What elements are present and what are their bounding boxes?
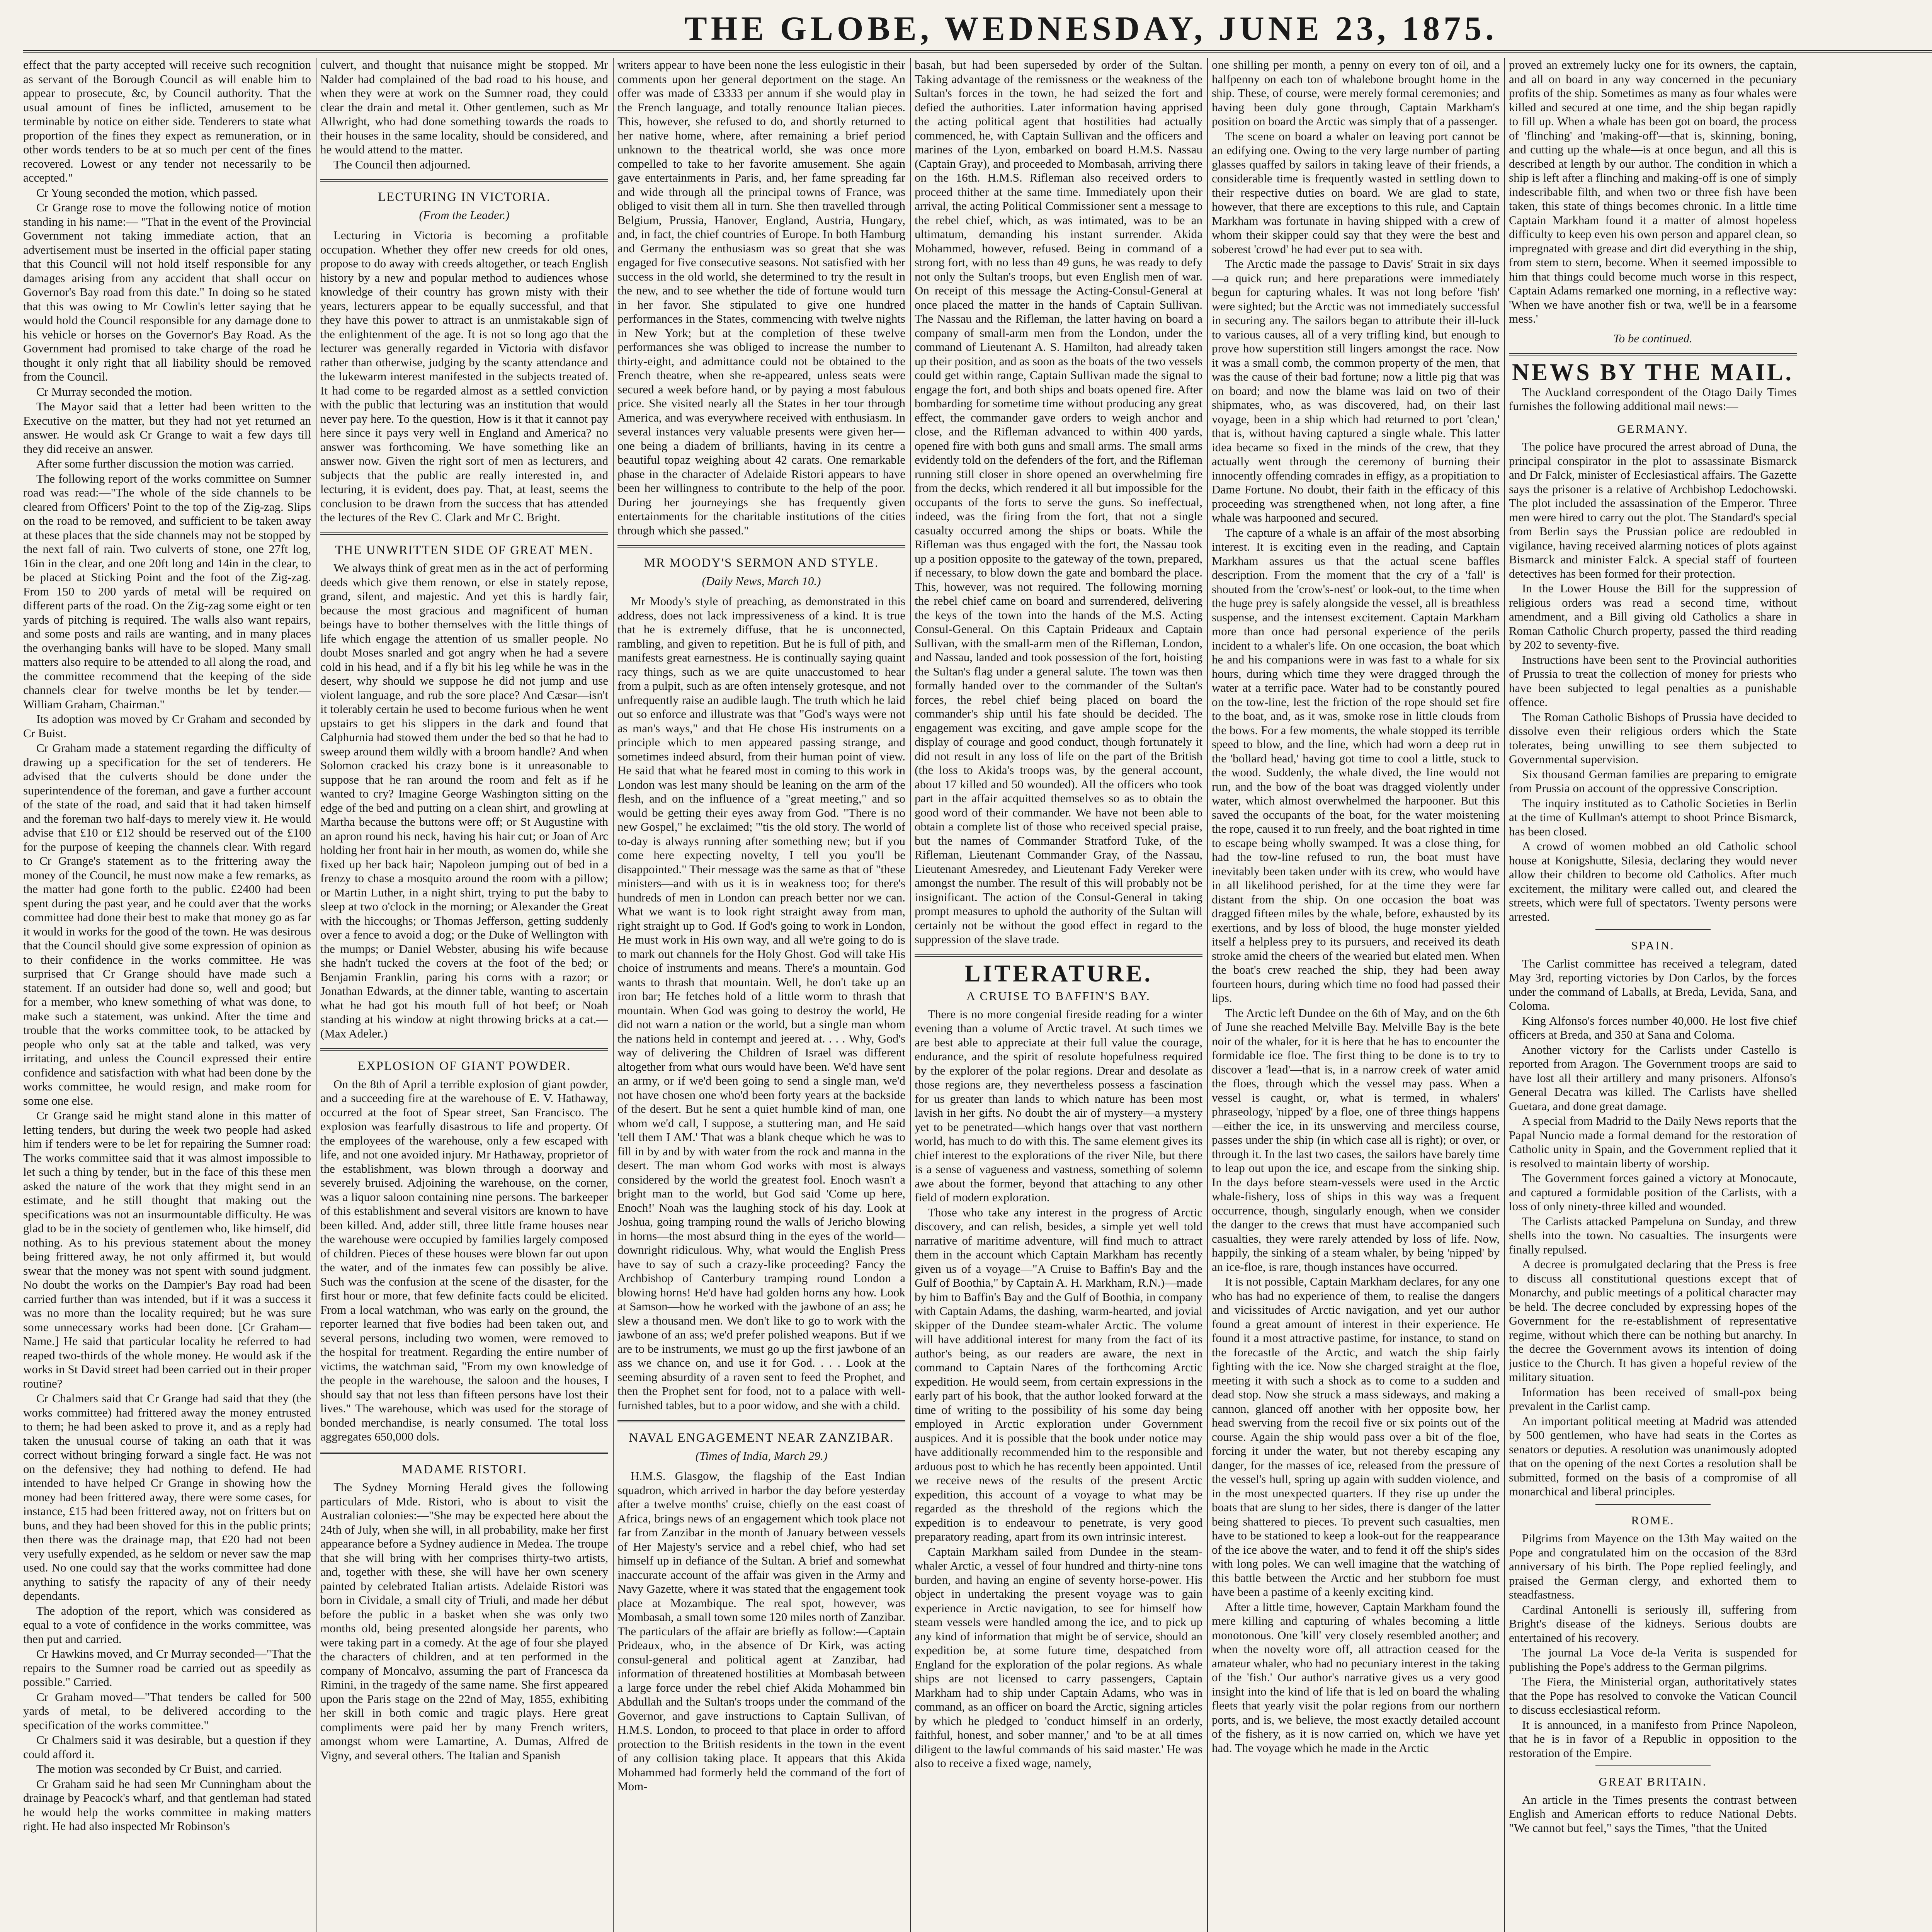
paragraph: Pilgrims from Mayence on the 13th May waited on the Pope and congratulated him on the occasion of the 83rd anniversary of his birth. The Pope replied feelingly, and praised the German clergy, and exhorted them to steadfastness. — [1509, 1531, 1797, 1601]
section-divider — [320, 532, 608, 535]
paragraph: The journal La Voce de-la Verita is suspended for publishing the Pope's address to the German pilgrims. — [1509, 1646, 1797, 1673]
paragraph: The Auckland correspondent of the Otago Daily Times furnishes the following additional mail news:— — [1509, 385, 1797, 413]
paragraph: In the Lower House the Bill for the suppression of religious orders was read a second time, without amendment, and a Bill giving old Catholics a share in Roman Catholic Church property, passed the third reading by 202 to seventy-five. — [1509, 582, 1797, 651]
masthead — [23, 8, 1932, 53]
paragraph: Cr Graham said he had seen Mr Cunningham about the drainage by Peacock's wharf, and that gentleman had stated he would help the works committee in making matters right. He had also inspected Mr Robinson's — [23, 1777, 311, 1833]
paragraph: The scene on board a whaler on leaving port cannot be an edifying one. Owing to the very large number of parting glasses quaffed by sailors in taking leave of their friends, a considerable time is frequently wasted in settling down to their respective duties on board. We are glad to state, however, that there are exceptions to this rule, and Captain Markham was fortunate in having shipped with a crew of whom their skipper could say that they were the best and soberest 'crowd' he had ever put to sea with. — [1212, 129, 1500, 256]
paragraph: The Roman Catholic Bishops of Prussia have decided to dissolve even their religious orders which the State tolerates, being unwilling to see them subjected to Governmental supervision. — [1509, 710, 1797, 766]
column-rule — [1504, 58, 1505, 1932]
paragraph: King Alfonso's forces number 40,000. He lost five chief officers at Breda, and 350 at Sana and Coloma. — [1509, 1014, 1797, 1041]
paragraph: writers appear to have been none the less eulogistic in their comments upon her general deportment on the stage. An offer was made of £3333 per annum if she would play in the French language, and totally renounce Italian pieces. This, however, she refused to do, and shortly returned to her native home, where, after remaining a brief period unknown to the theatrical world, she was once more compelled to take to her favorite amusement. She again gave entertainments in Paris, and, her fame spreading far and wide through all the principal towns of France, was obliged to visit them all in turn. She then travelled through Belgium, Prussia, Hanover, England, Austria, Hungary, and, in fact, the chief countries of Europe. In both Hamburg and Germany the enthusiasm was so great that she was engaged for five consecutive seasons. Not satisfied with her success in the old world, she determined to try the result in the new, and to see whether the tide of fortune would turn in her favor. She stipulated to give one hundred performances in the States, commencing with twelve nights in New York; but at the completion of these twelve performances she was obliged to increase the number to thirty-eight, and admittance could not be obtained to the French theatre, when she re-appeared, unless seats were secured a week before hand, or by paying a most fabulous price. She visited nearly all the States in her tour through America, and was everywhere received with enthusiasm. In several instances very valuable presents were given her—one being a diadem of brilliants, having in its centre a beautiful topaz weighing about 42 carats. One remarkable phase in the character of Adelaide Ristori appears to have been her willingness to contribute to the help of the poor. During her journeyings she has frequently given entertainments for the charitable institutions of the cities through which she passed." — [617, 58, 905, 537]
paragraph: An article in the Times presents the contrast between English and American efforts to reduce National Debts. "We cannot but feel," says the Times, "that the United — [1509, 1793, 1797, 1835]
article-title: A CRUISE TO BAFFIN'S BAY. — [966, 989, 1151, 1003]
paragraph: A crowd of women mobbed an old Catholic school house at Konigshutte, Silesia, declaring they would never allow their children to become old Catholics. After much excitement, the military were called out, and cleared the streets, which were full of spectators. Twenty persons were arrested. — [1509, 839, 1797, 923]
paragraph: Cr Hawkins moved, and Cr Murray seconded—"That the repairs to the Sumner road be carried out as speedily as possible." Carried. — [23, 1647, 311, 1689]
paragraph: Cr Grange rose to move the following notice of motion standing in his name:— "That in the event of the Provincial Government not taking immediate action, that an advertisement must be inserted in the official paper stating that this Council will not hold itself responsible for any damages arising from any accident that shall occur on Governor's Bay road from this date." In doing so he stated that this was owing to Mr Cowlin's letter saying that he would hold the Council responsible for any damage done to his vehicle or horses on the Governor's Bay Road. As the Government had promised to take charge of the road he thought it only right that all liability should be removed from the Council. — [23, 201, 311, 383]
column-5 — [1212, 58, 1500, 1932]
paragraph: A special from Madrid to the Daily News reports that the Papal Nuncio made a formal demand for the restoration of Catholic unity in Spain, and the Government replied that it is resolved to maintain liberty of worship. — [1509, 1114, 1797, 1170]
section-divider — [617, 1420, 905, 1422]
article-source: (Daily News, March 10.) — [702, 574, 821, 588]
paragraph: Cr Chalmers said it was desirable, but a question if they could afford it. — [23, 1733, 311, 1761]
section-divider — [915, 954, 1202, 957]
paragraph: Instructions have been sent to the Provincial authorities of Prussia to treat the collection of money for priests who have been subjected to legal penalties as a punishable offence. — [1509, 653, 1797, 709]
paragraph: The police have procured the arrest abroad of Duna, the principal conspirator in the plot to assassinate Bismarck and Dr Falck, minister of Ecclesiastical affairs. The Gazette says the prisoner is a relative of Archbishop Ledochowski. The plot included the assassination of the Emperor. Three men were hired to carry out the plot. The Standard's special from Berlin says the Prussian police are redoubled in vigilance, having received alarming notices of plots against Bismarck and minister Falck. A special staff of fourteen detectives has been formed for their protection. — [1509, 440, 1797, 580]
column-rule — [1207, 58, 1208, 1932]
column-rule — [613, 58, 614, 1932]
paragraph: It is not possible, Captain Markham declares, for any one who has had no experience of them, to realise the dangers and vicissitudes of Arctic navigation, and yet our author found a great amount of interest in their experience. He found it a most attractive pastime, for instance, to stand on the forecastle of the Arctic, and watch the ship fairly fighting with the ice. Now she charged straight at the floe, meeting it with such a shock as to come to a sudden and dead stop. Now she struck a mass sideways, and making a cannon, glanced off another with her opposite bow, her head swerving from the recoil five or six points out of the course. Again the ship would pass over a bit of the floe, forcing it under the water, but not thereby escaping any danger, for the masses of ice, released from the pressure of the vessel's hull, spring up again with sudden violence, and in the most unexpected quarters. If they rise up under the boats that are slung to her sides, there is danger of the latter being shattered to pieces. To prevent such casualties, men have to be stationed to keep a look-out for the reappearance of the ice above the water, and to fend it off the ship's sides with long poles. We can well imagine that the watching of this battle between the Arctic and her stubborn foe must have been a pastime of a keenly exciting kind. — [1212, 1275, 1500, 1599]
section-divider — [1509, 353, 1797, 355]
column-1 — [23, 58, 311, 1932]
paragraph: Cr Chalmers said that Cr Grange had said that they (the works committee) had frittered away the money entrusted to them; he had been asked to prove it, and as a reply had taken the unusual course of taking an oath that it was correct without bringing forward a single fact. He was not on the defensive; they had nothing to defend. He had intended to have helped Cr Grange in showing how the money had been frittered away, there were some cases, for instance, £15 had been frittered away, not on fritters but on buns, and they had been shoved for this in the public prints; then there was the drainage map, that £20 had not been very usefully expended, as he seldom or never saw the map used. No one could say that the works committee had done anything to satisfy the rapacity of any of their needy dependants. — [23, 1391, 311, 1602]
paragraph: Cr Graham moved—"That tenders be called for 500 yards of metal, to be delivered according to the specification of the works committee." — [23, 1690, 311, 1732]
article-title: MADAME RISTORI. — [401, 1462, 527, 1476]
paragraph: The following report of the works committee on Sumner road was read:—"The whole of the side channels to be cleared from Officers' Point to the top of the Zig-zag. Slips on the road to be removed, and sufficient to be taken away at these places that the side channels may not be stopped by the next fall of rain. Two culverts of stone, one 27ft log, 16in in the clear, and one 20ft long and 14in in the clear, to be placed at Sticking Point and the foot of the Zig-zag. From 150 to 200 yards of metal will be required on different parts of the road. On the Zig-zag some eight or ten yards of pitching is required. The walls also want repairs, and some posts and rails are wanting, and in many places the overhanging banks will have to be sloped. Many small matters also require to be attended to all along the road, and the committee recommend that the keeping of the side channels clear for twelve months be let by tender.—William Graham, Chairman." — [23, 471, 311, 711]
paragraph: The capture of a whale is an affair of the most absorbing interest. It is exciting even in the reading, and Captain Markham assures us that the actual scene baffles description. From the moment that the cry of a 'fall' is shouted from the 'crow's-nest' or look-out, to the time when the huge prey is safely alongside the vessel, all is breathless suspense, and the intensest excitement. Captain Markham more than once had personal experience of the perils incident to a whaler's life. On one occasion, the boat which he and his companions were in was fast to a whale for six hours, during which time they were dragged through the water at a terrific pace. Water had to be constantly poured on the tow-line, lest the friction of the rope should set fire to the boat, and, as it was, smoke rose in little clouds from the bows. For a few moments, the whale stopped its terrible speed to blow, and the line, which had worn a deep rut in the 'bollard head,' having got time to cool a little, stuck to the wood. Suddenly, the whale dived, the line would not run, and the bow of the boat was dragged violently under water, which almost overwhelmed the harpooner. But this saved the occupants of the boat, for the water moistening the rope, caused it to run freely, and the boat righted in time to escape being wholly swamped. It was a close thing, for had the tow-line refused to run, the boat must have inevitably been taken under with its crew, who would have in all likelihood perished, for at the time they were far distant from the ship. On one occasion the boat was dragged fifteen miles by the whale, before, exhausted by its exertions, and by loss of blood, the huge monster yielded itself a helpless prey to its pursuers, and received its death stroke amid the cheers of the wearied but elated men. When the boat's crew reached the ship, they had been away fourteen hours, during which time no food had passed their lips. — [1212, 526, 1500, 1005]
paragraph: The Council then adjourned. — [333, 157, 471, 171]
paragraph: There is no more congenial fireside reading for a winter evening than a volume of Arctic travel. At such times we are best able to appreciate at their full value the courage, endurance, and the spirit of resolute hopefulness required by the explorer of the polar regions. Drear and desolate as those regions are, they nevertheless possess a fascination for us greater than lands to which nature has been most lavish in her gifts. No doubt the air of mystery—a mystery yet to be penetrated—which hangs over that vast northern world, has much to do with this. The same element gives its chief interest to the explorations of the river Nile, but there is a sense of vagueness and vastness, something of solemn awe about the former, beyond that attaching to any other field of modern exploration. — [915, 1007, 1202, 1204]
col1-body — [23, 58, 311, 1833]
paragraph: basah, but had been superseded by order of the Sultan. Taking advantage of the remissness or the weakness of the Sultan's forces in the town, he had seized the fort and defied the authorities. Later information having apprised the acting political agent that hostilities had actually commenced, he, with Captain Sullivan and the officers and marines of the Lyon, embarked on board H.M.S. Nassau (Captain Gray), and proceeded to Mombasah, arriving there on the 16th. H.M.S. Rifleman also received orders to proceed thither at the same time. Immediately upon their arrival, the acting Political Commissioner sent a message to the rebel chief, which, as was intimated, was to be an ultimatum, demanding his instant surrender. Akida Mohammed, however, refused. Being in command of a strong fort, with no less than 49 guns, he was ready to defy not only the Sultan's troops, but even English men of war. On receipt of this message the Acting-Consul-General at once placed the matter in the hands of Captain Sullivan. The Nassau and the Rifleman, the latter having on board a company of small-arm men from the London, under the command of Lieutenant A. S. Hamilton, had already taken up their position, and as soon as the boats of the two vessels could get within range, Captain Sullivan made the signal to engage the fort, and both ships and boats opened fire. After bombarding for sometime time without producing any great effect, the commander gave orders to weigh anchor and close, and the Rifleman advanced to within 400 yards, opened fire with both guns and small arms. The small arms evidently told on the defenders of the fort, and the Rifleman running still closer in shore opened an overwhelming fire from the decks, which rendered it all but impossible for the occupants of the forts to serve the guns. So ineffectual, indeed, was the firing from the fort, that not a single casualty occurred among the ships or boats. While the Rifleman was thus engaged with the fort, the Nassau took up a position opposite to the gateway of the town, prepared, if necessary, to blow down the gate and bombard the place. This, however, was not required. The following morning the rebel chief came on board and surrendered, delivering the keys of the town into the hands of the M.S. Acting Consul-General. On this Captain Prideaux and Captain Sullivan, with the small-arm men of the Rifleman, London, and Nassau, landed and took possession of the fort, hoisting the Sultan's flag under a general salute. The town was then formally handed over to the commander of the Sultan's forces, the rebel chief being placed on board the commander's ship until his fate should be decided. The engagement was exciting, and gave ample scope for the display of courage and good conduct, though fortunately it did not result in any loss of life on the part of the British (the loss to Akida's troops was, by the general account, about 17 killed and 50 wounded). All the officers who took part in the affair acquitted themselves so as to obtain the good word of their commander. We have not been able to obtain a complete list of those who received special praise, but the names of Commander Stratford Tuke, of the Rifleman, Lieutenant Commander Gray, of the Nassau, Lieutenant Amesredey, and Lieutenant Fady Vereker were amongst the number. The result of this will probably not be insignificant. The action of the Consul-General in taking prompt measures to uphold the authority of the Sultan will certainly not be without the good effect in regard to the suppression of the slave trade. — [915, 58, 1202, 946]
paragraph: The Government forces gained a victory at Monocaute, and captured a formidable position of the Carlists, with a loss of only ninety-three killed and wounded. — [1509, 1171, 1797, 1213]
paragraph: proved an extremely lucky one for its owners, the captain, and all on board in any way concerned in the pecuniary profits of the ship. Sometimes as many as four whales were killed and secured at one time, and the ship began rapidly to fill up. When a whale has been got on board, the process of 'flinching' and 'making-off'—that is, skinning, boning, and cutting up the whale—is at once begun, and all this is described at length by our author. The condition in which a ship is left after a flinching and making-off is one of simply indescribable filth, and when two or three fish have been taken, this state of things becomes chronic. In a little time Captain Markham found it a matter of almost hopeless difficulty to keep even his own person and apparel clean, so impregnated with grease and dirt did everything in the ship, from stem to stern, become. When it seemed impossible to him that things could become much worse in this respect, Captain Adams remarked one morning, in a reflective way: 'When we have another fish or twa, we'll be in a fearsome mess.' — [1509, 58, 1797, 325]
section-divider — [320, 1048, 608, 1051]
paragraph: Cr Graham made a statement regarding the difficulty of drawing up a specification for the set of tenderers. He advised that the culverts should be done under the superintendence of the foreman, and gave a further account of the state of the road, and said that it had taken himself and the foreman two half-days to merely view it. He would advise that £10 or £12 should be reserved out of the £100 for the purpose of keeping the channels clear. With regard to Cr Grange's statement as to the frittering away the money of the Council, he must now make a few remarks, as the matter had gone forth to the public. £2400 had been spent during the past year, and he could aver that the works committee had done their best to make that money go as far it would in works for the good of the town. He was desirous that the Council should give some expression of opinion as to their confidence in the works committee. He was surprised that Cr Grange should have made such a statement. If an outsider had done so, well and good; but for a member, who knew something of what was done, to make such a statement, was unkind. After the time and trouble that the works committee took, to be attacked by people who only sat at the table and talked, was very irritating, and unless the Council expressed their entire confidence and satisfaction with what had been done by the works committee, he would resign, and make room for some one else. — [23, 741, 311, 1107]
masthead-title: THE GLOBE, WEDNESDAY, JUNE 23, 1875. — [684, 10, 1498, 48]
paragraph: Captain Markham sailed from Dundee in the steam-whaler Arctic, a vessel of four hundred and thirty-nine tons burden, and having an engine of seventy horse-power. His object in undertaking the present voyage was to gain experience in Arctic navigation, to see for himself how steam vessels were handled among the ice, and to pick up any kind of information that might be of service, should an expedition be, at some future time, despatched from England for the exploration of the polar regions. As whale ships are not licensed to carry passengers, Captain Markham had to ship under Captain Adams, who was in command, as an officer on board the Arctic, signing articles by which he pledged to 'conduct himself in an orderly, faithful, honest, and sober manner,' and 'to be at all times diligent to the lawful commands of his said master.' He was also to receive a fixed wage, namely, — [915, 1544, 1202, 1770]
divider — [1595, 1504, 1711, 1505]
paragraph: The adoption of the report, which was considered as equal to a vote of confidence in the works committee, was then put and carried. — [23, 1604, 311, 1646]
paragraph: Mr Moody's style of preaching, as demonstrated in this address, does not lack impressiveness of a kind. It is true that he is extremely diffuse, that he is unconnected, rambling, and given to repetition. But he is full of pith, and manifests great earnestness. He is continually saying quaint racy things, such as we are quite unaccustomed to hear from a pulpit, such as are often intensely grotesque, and not unfrequently raise an audible laugh. The truth which he laid out so enforce and illustrate was that "God's ways were not as man's ways," and that He chose His instruments on a principle which to men appeared passing strange, and sometimes indeed absurd, from their human point of view. He said that what he feared most in coming to this work in London was lest many should be leaning on the arm of the flesh, and on the influence of a "great meeting," and so would be getting their eyes away from God. "There is no new Gospel," he exclaimed; "'tis the old story. The world of to-day is always running after something new; but if you come here expecting novelty, I tell you you'll be disappointed." Their message was the same as that of "these ministers—and with us it is in weakness too; for there's hundreds of men in London can preach better nor we can. What we want is to look right straight away from man, right straight up to God. If God's going to work in London, He must work in His own way, and all we're going to do is to mark out channels for the Holy Ghost. God will take His choice of instruments and means. There's a mountain. God wants to thrash that mountain. Well, he don't take up an iron bar; He fetches hold of a little worm to thrash that mountain. When God was going to destroy the world, He did not warn a nation or the world, but a single man whom the nations held in contempt and jeered at. . . . Why, God's way of delivering the Children of Israel was different altogether from what ours would have been. We'd have sent an army, or if we'd been going to send a single man, we'd not have chosen one who'd been forty years at the backside of the desert. But he sent a quiet humble kind of man, one whom we'd call, I suppose, a stuttering man, and He said 'tell them I AM.' That was a blank cheque which he was to fill in by and by with water from the rock and manna in the desert. The man whom God works with most is always considered by the world the greatest fool. Enoch wasn't a bright man to the world, but God said 'Come up here, Enoch!' Noah was the laughing stock of his day. Look at Joshua, going tramping round the walls of Jericho blowing in horns—the most absurd thing in the eyes of the world—downright ridiculous. Why, what would the English Press have to say of such a crazy-like proceeding? Fancy the Archbishop of Canterbury tramping round London a blowing horns! He'd have had golden horns any how. Look at Samson—how he worked with the jawbone of an ass; he slew a thousand men. We don't like to go to work with the jawbone of an ass; we'd prefer polished weapons. But if we are to be instruments, we must go up the first jawbone of an ass we chance on, and use it for God. . . . Look at the seeming absurdity of a raven sent to feed the Prophet, and then the Prophet sent for food, not to a palace with well-furnished tables, but to a poor widow, and she with a child. — [617, 594, 905, 1412]
column-rule — [910, 58, 911, 1932]
section-title-literature: LITERATURE. — [964, 960, 1153, 987]
section-title-news: NEWS BY THE MAIL. — [1512, 359, 1794, 386]
article-title: NAVAL ENGAGEMENT NEAR ZANZIBAR. — [629, 1431, 894, 1445]
paragraph: It is announced, in a manifesto from Prince Napoleon, that he is in favor of a Republic in opposition to the restoration of the Empire. — [1509, 1718, 1797, 1760]
divider — [1595, 929, 1711, 930]
paragraph: An important political meeting at Madrid was attended by 500 gentlemen, who have had seats in the Cortes as senators or deputies. A resolution was unanimously adopted that on the opening of the next Cortes a resolution shall be submitted, formed on the basis of a compromise of all monarchical and liberal principles. — [1509, 1414, 1797, 1498]
section-divider — [320, 179, 608, 182]
paragraph: The Arctic left Dundee on the 6th of May, and on the 6th of June she reached Melville Bay. Melville Bay is the bete noir of the whaler, for it is here that he has to encounter the formidable ice floe. The first thing to be done is to try to discover a 'lead'—that is, in a narrow creek of water amid the floes, through which the vessel may pass. When a vessel is caught, or, what is termed, in whalers' phraseology, 'nipped' by a floe, one of three things happens—either the ice, in its unswerving and merciless course, passes under the ship (in which case all is right); or over, or through it. In the last two cases, the sailors have barely time to leap out upon the ice, and escape from the sinking ship. In the days before steam-vessels were used in the Arctic whale-fishery, loss of ships in this way was a frequent occurrence, though, singularly enough, when we consider the danger to the crews that must have accompanied such casualties, they were rarely attended by loss of life. Now, happily, the sinking of a steam whaler, by being 'nipped' by an ice-floe, is rare, though instances have occurred. — [1212, 1006, 1500, 1274]
paragraph: A decree is promulgated declaring that the Press is free to discuss all constitutional questions except that of Monarchy, and public meetings of a political character may be held. The decree concluded by expressing hopes of the Government for the re-establishment of representative regime, without which there can be nothing but anarchy. In the decree the Government avows its intention of doing justice to the Church. It has given a hopeful review of the military situation. — [1509, 1257, 1797, 1384]
section-divider — [320, 1452, 608, 1454]
article-title: LECTURING IN VICTORIA. — [378, 190, 551, 204]
paragraph: Six thousand German families are preparing to emigrate from Prussia on account of the oppressive Conscription. — [1509, 767, 1797, 795]
subsection-title: ROME. — [1631, 1513, 1675, 1527]
article-source: (Times of India, March 29.) — [695, 1449, 828, 1463]
section-divider — [617, 545, 905, 548]
article-title: THE UNWRITTEN SIDE OF GREAT MEN. — [335, 543, 594, 557]
article-title: EXPLOSION OF GIANT POWDER. — [357, 1059, 571, 1073]
paragraph: Cr Young seconded the motion, which passed. — [36, 185, 258, 199]
paragraph: Information has been received of small-pox being prevalent in the Carlist camp. — [1509, 1385, 1797, 1413]
paragraph: Cardinal Antonelli is seriously ill, suffering from Bright's disease of the kidneys. Serious doubts are entertained of his recovery. — [1509, 1602, 1797, 1645]
column-4 — [915, 58, 1202, 1932]
article-title: MR MOODY'S SERMON AND STYLE. — [644, 556, 879, 570]
paragraph: The Carlists attacked Pampeluna on Sunday, and threw shells into the town. No casualties. The insurgents were finally repulsed. — [1509, 1214, 1797, 1256]
paragraph: The Carlist committee has received a telegram, dated May 3rd, reporting victories by Don Carlos, by the forces under the command of Laballs, at Breda, Levida, Sana, and Coloma. — [1509, 956, 1797, 1012]
paragraph: The Mayor said that a letter had been written to the Executive on the matter, but they had not yet returned an answer. He would ask Cr Grange to wait a few days till they did receive an answer. — [23, 400, 311, 456]
paragraph: The motion was seconded by Cr Buist, and carried. — [36, 1762, 282, 1776]
paragraph: On the 8th of April a terrible explosion of giant powder, and a succeeding fire at the warehouse of E. V. Hathaway, occurred at the foot of Spear street, San Francisco. The explosion was fearfully disastrous to life and property. Of the employees of the warehouse, only a few escaped with life, and not one avoided injury. Mr Hathaway, proprietor of the establishment, was blown through a doorway and severely bruised. Adjoining the warehouse, on the corner, was a liquor saloon containing nine persons. The barkeeper of this establishment and several visitors are known to have been killed. And, adder still, three little frame houses near the warehouse were occupied by families largely composed of children. Pieces of these houses were blown far out upon the water, and of the inmates few can possibly be alive. Such was the confusion at the scene of the disaster, for the first hour or more, that few definite facts could be elicited. From a local watchman, who was early on the ground, the reporter learned that five bodies had been taken out, and several persons, including two women, were removed to the hospital for treatment. Regarding the entire number of victims, the watchman said, "From my own knowledge of the people in the warehouse, the saloon and the houses, I should say that not less than fifteen persons have lost their lives." The warehouse, which was used for the storage of bonded merchandise, is nearly consumed. The total loss aggregates 650,000 dols. — [320, 1077, 608, 1443]
paragraph: one shilling per month, a penny on every ton of oil, and a halfpenny on each ton of whalebone brought home in the ship. These, of course, were merely formal ceremonies; and having been duly gone through, Captain Markham's position on board the Arctic was simply that of a passenger. — [1212, 58, 1500, 128]
divider — [1595, 1765, 1711, 1766]
article-source: (From the Leader.) — [419, 208, 510, 222]
paragraph: The Sydney Morning Herald gives the following particulars of Mde. Ristori, who is about to visit the Australian colonies:—"She may be expected here about the 24th of July, when she will, in all probability, make her first appearance before a Sydney audience in Medea. The troupe that she will bring with her comprises thirty-two artists, and, together with these, she will have her own scenery painted by celebrated Italian artists. Adelaide Ristori was born in Cividale, a small city of Triuli, and made her début before the public in a basket when she was only two months old, being presented alongside her parents, who were taking part in a comedy. At the age of four she played the characters of children, and at ten performed in the company of Moncalvo, assuming the part of Francesca da Rimini, in the tragedy of the same name. She first appeared upon the Paris stage on the 22nd of May, 1855, exhibiting her skill in both comic and tragic plays. Here great compliments were paid her by many French writers, amongst whom were Lamartine, A. Dumas, Alfred de Vigny, and several others. The Italian and Spanish — [320, 1480, 608, 1762]
subsection-title: SPAIN. — [1631, 939, 1675, 952]
paragraph: The Arctic made the passage to Davis' Strait in six days—a quick run; and here preparations were immediately begun for capturing whales. It was not long before 'fish' were sighted; but the Arctic was not immediately successful in securing any. The sailors began to attribute their ill-luck to various causes, all of a very trifling kind, but enough to prove how superstition still lingers amongst the race. Now it was a small comb, the common property of the men, that was the cause of their bad fortune; now a little pig that was on board; and now the blame was laid on two of their shipmates, who, as was discovered, had, on their last voyage, been in a ship which had returned to port 'clean,' that is, without having captured a single whale. This latter idea became so fixed in the minds of the crew, that they actually went through the ceremony of burning their innocently offending comrades in effigy, as a propitiation to Dame Fortune. No doubt, their faith in the efficacy of this proceeding was strengthened when, not long after, a fine whale was harpooned and secured. — [1212, 257, 1500, 524]
subsection-title: GREAT BRITAIN. — [1599, 1775, 1707, 1788]
paragraph: The inquiry instituted as to Catholic Societies in Berlin at the time of Kullman's attempt to shoot Prince Bismarck, has been closed. — [1509, 796, 1797, 838]
paragraph: After a little time, however, Captain Markham found the mere killing and capturing of whales becoming a little monotonous. One 'kill' very closely resembled another; and when the novelty wore off, all attraction ceased for the amateur whaler, who had no pecuniary interest in the taking of the 'fish.' Our author's narrative gives us a very good insight into the kind of life that is led on board the whaling fleets that yearly visit the polar regions from our northern ports, and is, we believe, the most exactly detailed account of the fishery, as it is now carried on, which we have yet had. The voyage which he made in the Arctic — [1212, 1600, 1500, 1755]
to-be-continued: To be continued. — [1613, 331, 1692, 345]
paragraph: The Fiera, the Ministerial organ, authoritatively states that the Pope has resolved to convoke the Vatican Council to discuss ecclesiastical reform. — [1509, 1675, 1797, 1716]
paragraph: culvert, and thought that nuisance might be stopped. Mr Nalder had complained of the bad road to his house, and when they were at work on the Sumner road, they could clear the drain and metal it. Other gentlemen, such as Mr Allwright, who had done something towards the roads to their houses in the same locality, should be considered, and he would attend to the matter. — [320, 58, 608, 156]
paragraph: Those who take any interest in the progress of Arctic discovery, and can relish, besides, a simple yet well told narrative of maritime adventure, will find much to attract them in the account which Captain Markham has recently given us of a voyage—"A Cruise to Baffin's Bay and the Gulf of Boothia," by Captain A. H. Markham, R.N.)—made by him to Baffin's Bay and the Gulf of Boothia, in company with Captain Adams, the dashing, warm-hearted, and jovial skipper of the Dundee steam-whaler Arctic. The volume will have additional interest for many from the fact of its author's being, as our readers are aware, the next in command to Captain Nares of the forthcoming Arctic expedition. He would seem, from certain expressions in the early part of his book, that the author looked forward at the time of writing to the possibility of his some day being employed in Arctic exploration under Government auspices. And it is possible that the book under notice may have additionally recommended him to the responsible and arduous post to which he has recently been appointed. Until we receive news of the results of the present Arctic expedition, this account of a voyage to what may be regarded as the threshold of the regions which the expedition is to endeavour to penetrate, is very good preparatory reading, apart from its own intrinsic interest. — [915, 1205, 1202, 1543]
paragraph: After some further discussion the motion was carried. — [36, 457, 294, 470]
column-6 — [1509, 58, 1797, 1932]
paragraph: Cr Murray seconded the motion. — [36, 384, 192, 398]
paragraph: H.M.S. Glasgow, the flagship of the East Indian squadron, which arrived in harbor the day before yesterday after a twelve months' cruise, chiefly on the east coast of Africa, brings news of an engagement which took place not far from Zanzibar in the month of January between vessels of Her Majesty's service and a rebel chief, who had set himself up in defiance of the Sultan. A brief and somewhat inaccurate account of the affair was given in the Army and Navy Gazette, where it was stated that the engagement took place at Mozambique. The real spot, however, was Mombasah, a small town some 120 miles north of Zanzibar. The particulars of the affair are briefly as follow:—Captain Prideaux, who, in the absence of Dr Kirk, was acting consul-general and political agent at Zanzibar, had information of threatened hostilities at Mombasah between a large force under the rebel chief Akida Mohammed bin Abdullah and the Sultan's troops under the command of the Governor, and gave instructions to Captain Sullivan, of H.M.S. London, to proceed to that place in order to afford protection to the British residents in the town in the event of any collision taking place. It appears that this Akida Mohammed had formerly held the command of the fort of Mom- — [617, 1469, 905, 1793]
column-2 — [320, 58, 608, 1932]
paragraph: Its adoption was moved by Cr Graham and seconded by Cr Buist. — [23, 712, 311, 740]
paragraph: effect that the party accepted will receive such recognition as servant of the Borough Council as will enable him to appear to prosecute, &c, by Council authority. That the usual amount of fines be inflicted, amusement to be terminable by notice on either side. Tenderers to state what proportion of the fines they expect as remuneration, or in other words tenders to be at so much per cent of the fines recovered. Lowest or any tender not necessarily to be accepted." — [23, 58, 311, 184]
column-3 — [617, 58, 905, 1932]
columns — [23, 58, 1932, 1932]
paragraph: Another victory for the Carlists under Castello is reported from Aragon. The Government troops are said to have lost all their artillery and many prisoners. Alfonso's General Decatra was killed. The Carlists have shelled Guetara, and done great damage. — [1509, 1043, 1797, 1113]
paragraph: Cr Grange said he might stand alone in this matter of letting tenders, but during the week two people had asked him if tenders were to be let for repairing the Sumner road: The works committee said that it was almost impossible to let such a thing by tender, but in the face of this these men asked the nature of the work that they might send in an estimate, and he still thought that making out the specifications was not an insurmountable difficulty. He was glad to be in the society of gentlemen who, like himself, did nothing. As to his previous statement about the money being frittered away, he not only affirmed it, but would swear that the money was not spent with sound judgment. No doubt the works on the Dampier's Bay road had been carried further than was intended, but if it was a success it was no more than the locality required; but he was sure some unnecessary works had been done. [Cr Graham—Name.] He said that particular locality he referred to had reaped two-thirds of the whole money. He would ask if the works in St David street had been carried out in their proper routine? — [23, 1109, 311, 1390]
paragraph: Lecturing in Victoria is becoming a profitable occupation. Whether they offer new creeds for old ones, propose to do away with creeds altogether, or teach English history by a new and popular method to audiences whose knowledge of their country has grown misty with their years, lecturers appear to be equally successful, and that they have this power to attract is an unmistakable sign of the enlightenment of the age. It is not so long ago that the lecturer was generally regarded in Victoria with disfavor rather than otherwise, judging by the scanty attendance and the lukewarm interest manifested in the subjects treated of. It had come to be regarded almost as a settled conviction with the public that lecturing was an institution that would never pay here. To the question, How is it that it cannot pay here since it pays very well in England and America? no answer was forthcoming. We have something like an answer now. Given the right sort of men as lecturers, and subjects that the public are really interested in, and lecturing, it is evident, does pay. That, at least, seems the conclusion to be drawn from the success that has attended the lectures of the Rev C. Clark and Mr C. Bright. — [320, 228, 608, 524]
subsection-title: GERMANY. — [1617, 422, 1689, 435]
paragraph: We always think of great men as in the act of performing deeds which give them renown, or else in stately repose, grand, silent, and majestic. And yet this is hardly fair, because the most gracious and magnificent of human beings have to bother themselves with the little things of life which engage the attention of us smaller people. No doubt Moses snarled and got angry when he had a severe cold in his head, and if a fly bit his leg while he was in the desert, why should we suppose he did not jump and use violent language, and rub the sore place? And Cæsar—isn't it tolerably certain he used to become furious when he went upstairs to get his slippers in the dark and found that Calphurnia had stowed them under the bed so that he had to sweep around them wildly with a broom handle? And when Solomon cracked his crazy bone is it unreasonable to suppose that he ran around the room and felt as if he wanted to cry? Imagine George Washington sitting on the edge of the bed and putting on a clean shirt, and growling at Martha because the buttons were off; or St Augustine with an apron round his neck, having his hair cut; or Joan of Arc holding her front hair in her mouth, as women do, while she fixed up her back hair; Napoleon jumping out of bed in a frenzy to chase a mosquito around the room with a pillow; or Martin Luther, in a night shirt, trying to put the baby to sleep at two o'clock in the morning; or Alexander the Great with the hiccoughs; or Thomas Jefferson, getting suddenly over a fence to avoid a dog; or the Duke of Wellington with the mumps; or Daniel Webster, abusing his wife because she hadn't tucked the covers at the foot of the bed; or Benjamin Franklin, paring his corns with a razor; or Jonathan Edwards, at the dinner table, wanting to ascertain what he had got his mouth full of hot beef; or Noah standing at his window at night throwing bricks at a cat.—(Max Adeler.) — [320, 561, 608, 1040]
